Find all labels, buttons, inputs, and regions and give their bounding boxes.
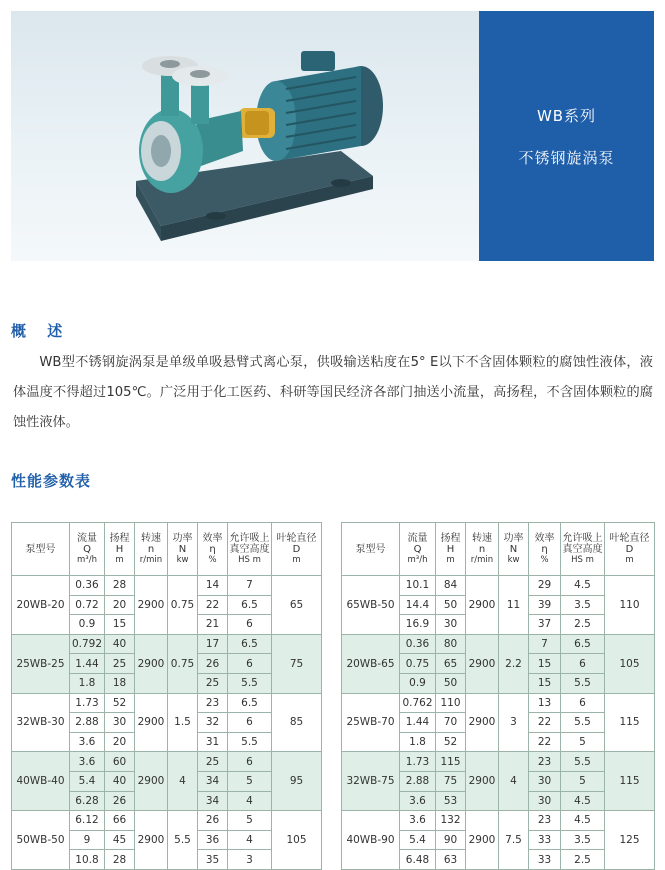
flow-cell: 0.36 — [400, 634, 436, 654]
head-cell: 75 — [436, 771, 466, 791]
suction-height-cell: 3.5 — [561, 595, 605, 615]
efficiency-cell: 14 — [198, 576, 228, 596]
head-cell: 53 — [436, 791, 466, 811]
speed-cell: 2900 — [466, 693, 499, 752]
suction-height-cell: 6 — [228, 654, 272, 674]
column-header-line: 转速 — [472, 532, 492, 544]
flow-cell: 0.72 — [70, 595, 105, 615]
column-header-line: 流量 — [407, 532, 428, 544]
column-header — [499, 523, 529, 576]
table-row — [342, 811, 655, 831]
efficiency-cell: 23 — [529, 811, 561, 831]
column-header — [105, 523, 135, 576]
column-header-line: η — [209, 543, 216, 555]
overview-paragraph: WB型不锈钢旋涡泵是单级单吸悬臂式离心泵，供吸输送粘度在5° E以下不含固体颗粒的腐蚀性液体，液体温度不得超过105℃。广泛用于化工医药、科研等国民经济各部门抽送小流量，高扬程，不含固体颗粒的腐蚀性液体。 — [13, 355, 653, 430]
flow-cell: 5.4 — [400, 830, 436, 850]
efficiency-cell: 25 — [198, 752, 228, 772]
flow-cell: 1.73 — [70, 693, 105, 713]
column-header-line: H — [115, 543, 124, 555]
pump-model-cell: 40WB-90 — [342, 811, 400, 870]
table-row — [342, 634, 655, 654]
suction-height-cell: 6 — [228, 615, 272, 635]
head-cell: 50 — [436, 595, 466, 615]
head-cell: 52 — [436, 732, 466, 752]
suction-height-cell: 5.5 — [228, 732, 272, 752]
head-cell: 45 — [105, 830, 135, 850]
column-header-line: 允许吸上 — [562, 532, 603, 544]
power-cell: 1.5 — [168, 693, 198, 752]
suction-height-cell: 6 — [228, 752, 272, 772]
flow-cell: 10.8 — [70, 850, 105, 870]
impeller-diameter-cell: 105 — [272, 811, 322, 870]
power-cell: 4 — [168, 752, 198, 811]
efficiency-cell: 21 — [198, 615, 228, 635]
pump-model-cell: 32WB-75 — [342, 752, 400, 811]
flow-cell: 1.73 — [400, 752, 436, 772]
flow-cell: 2.88 — [400, 771, 436, 791]
column-header-line: 泵型号 — [355, 543, 386, 555]
impeller-diameter-cell: 105 — [605, 634, 655, 693]
suction-height-cell: 5 — [228, 811, 272, 831]
suction-height-cell: 4 — [228, 830, 272, 850]
column-header — [272, 523, 322, 576]
column-header-line: m — [292, 554, 301, 565]
column-header — [12, 523, 70, 576]
pump-illustration — [11, 11, 479, 261]
column-header-line: 叶轮直径 — [609, 532, 650, 544]
suction-height-cell: 6.5 — [228, 595, 272, 615]
pump-photo — [11, 11, 479, 261]
pump-model-cell: 25WB-25 — [12, 634, 70, 693]
impeller-diameter-cell: 115 — [605, 693, 655, 752]
column-header-line: η — [541, 543, 548, 555]
pump-model-cell: 50WB-50 — [12, 811, 70, 870]
column-header-line: HS m — [238, 554, 261, 565]
head-cell: 115 — [436, 752, 466, 772]
efficiency-cell: 39 — [529, 595, 561, 615]
column-header-line: Q — [83, 543, 91, 555]
suction-height-cell: 5.5 — [228, 673, 272, 693]
column-header-line: m — [115, 554, 124, 565]
suction-height-cell: 4.5 — [561, 576, 605, 596]
head-cell: 80 — [436, 634, 466, 654]
column-header-line: 扬程 — [109, 532, 130, 544]
head-cell: 40 — [105, 634, 135, 654]
column-header-line: kw — [507, 554, 520, 565]
efficiency-cell: 15 — [529, 654, 561, 674]
column-header — [342, 523, 400, 576]
column-header — [135, 523, 168, 576]
efficiency-cell: 25 — [198, 673, 228, 693]
table-row — [342, 752, 655, 772]
efficiency-cell: 13 — [529, 693, 561, 713]
power-cell: 2.2 — [499, 634, 529, 693]
pump-model-cell: 65WB-50 — [342, 576, 400, 635]
column-header-line: N — [509, 543, 518, 555]
suction-height-cell: 6 — [228, 713, 272, 733]
efficiency-cell: 32 — [198, 713, 228, 733]
head-cell: 40 — [105, 771, 135, 791]
flow-cell: 6.48 — [400, 850, 436, 870]
table-row — [12, 752, 322, 772]
flow-cell: 1.8 — [70, 673, 105, 693]
table-row — [342, 693, 655, 713]
column-header-line: r/min — [470, 554, 494, 565]
column-header-line: D — [625, 543, 634, 555]
efficiency-cell: 34 — [198, 791, 228, 811]
suction-height-cell: 7 — [228, 576, 272, 596]
column-header-line: H — [446, 543, 455, 555]
efficiency-cell: 15 — [529, 673, 561, 693]
header-row — [12, 523, 322, 576]
head-cell: 30 — [436, 615, 466, 635]
pump-model-cell: 25WB-70 — [342, 693, 400, 752]
suction-height-cell: 5 — [561, 771, 605, 791]
head-cell: 15 — [105, 615, 135, 635]
head-cell: 20 — [105, 595, 135, 615]
pump-model-cell: 20WB-20 — [12, 576, 70, 635]
column-header-line: 泵型号 — [25, 543, 56, 555]
column-header — [529, 523, 561, 576]
column-header-line: n — [147, 543, 155, 555]
flow-cell: 0.9 — [400, 673, 436, 693]
head-cell: 52 — [105, 693, 135, 713]
suction-height-cell: 5 — [561, 732, 605, 752]
flow-cell: 2.88 — [70, 713, 105, 733]
column-header — [561, 523, 605, 576]
flow-cell: 0.36 — [70, 576, 105, 596]
power-cell: 11 — [499, 576, 529, 635]
head-cell: 84 — [436, 576, 466, 596]
header-row — [342, 523, 655, 576]
impeller-diameter-cell: 125 — [605, 811, 655, 870]
flow-cell: 0.75 — [400, 654, 436, 674]
column-header-line: 效率 — [534, 532, 555, 544]
suction-height-cell: 5.5 — [561, 752, 605, 772]
flow-cell: 6.28 — [70, 791, 105, 811]
efficiency-cell: 23 — [529, 752, 561, 772]
impeller-diameter-cell: 65 — [272, 576, 322, 635]
column-header-line: m — [625, 554, 634, 565]
flow-cell: 0.9 — [70, 615, 105, 635]
table-row — [12, 693, 322, 713]
column-header-line: 转速 — [141, 532, 161, 544]
column-header-line: 真空高度 — [562, 543, 603, 555]
suction-height-cell: 5.5 — [561, 673, 605, 693]
banner-title-panel — [479, 11, 654, 261]
head-cell: 90 — [436, 830, 466, 850]
pump-model-cell: 20WB-65 — [342, 634, 400, 693]
efficiency-cell: 35 — [198, 850, 228, 870]
efficiency-cell: 7 — [529, 634, 561, 654]
head-cell: 110 — [436, 693, 466, 713]
column-header-line: kw — [176, 554, 189, 565]
column-header — [198, 523, 228, 576]
head-cell: 20 — [105, 732, 135, 752]
suction-height-cell: 5.5 — [561, 713, 605, 733]
impeller-diameter-cell: 85 — [272, 693, 322, 752]
product-name: 不锈钢旋涡泵 — [518, 149, 615, 167]
efficiency-cell: 23 — [198, 693, 228, 713]
suction-height-cell: 4.5 — [561, 791, 605, 811]
suction-height-cell: 6 — [561, 693, 605, 713]
efficiency-cell: 26 — [198, 654, 228, 674]
speed-cell: 2900 — [466, 811, 499, 870]
head-cell: 26 — [105, 791, 135, 811]
spec-table-left — [11, 522, 322, 870]
head-cell: 30 — [105, 713, 135, 733]
head-cell: 66 — [105, 811, 135, 831]
impeller-diameter-cell: 115 — [605, 752, 655, 811]
flow-cell: 1.44 — [400, 713, 436, 733]
efficiency-cell: 22 — [198, 595, 228, 615]
column-header — [168, 523, 198, 576]
speed-cell: 2900 — [466, 752, 499, 811]
suction-height-cell: 4 — [228, 791, 272, 811]
head-cell: 28 — [105, 850, 135, 870]
head-cell: 70 — [436, 713, 466, 733]
pump-model-cell: 40WB-40 — [12, 752, 70, 811]
pump-model-cell: 32WB-30 — [12, 693, 70, 752]
efficiency-cell: 17 — [198, 634, 228, 654]
power-cell: 0.75 — [168, 576, 198, 635]
impeller-diameter-cell: 110 — [605, 576, 655, 635]
suction-height-cell: 4.5 — [561, 811, 605, 831]
column-header-line: % — [208, 554, 217, 565]
speed-cell: 2900 — [135, 693, 168, 752]
head-cell: 63 — [436, 850, 466, 870]
column-header-line: n — [478, 543, 486, 555]
column-header-line: D — [292, 543, 301, 555]
suction-height-cell: 3.5 — [561, 830, 605, 850]
efficiency-cell: 29 — [529, 576, 561, 596]
column-header — [436, 523, 466, 576]
speed-cell: 2900 — [135, 811, 168, 870]
table-row — [12, 811, 322, 831]
flow-cell: 6.12 — [70, 811, 105, 831]
speed-cell: 2900 — [135, 752, 168, 811]
suction-height-cell: 2.5 — [561, 615, 605, 635]
efficiency-cell: 30 — [529, 791, 561, 811]
flow-cell: 1.8 — [400, 732, 436, 752]
efficiency-cell: 26 — [198, 811, 228, 831]
power-cell: 0.75 — [168, 634, 198, 693]
table-row — [12, 634, 322, 654]
column-header-line: 效率 — [202, 532, 223, 544]
head-cell: 132 — [436, 811, 466, 831]
column-header — [400, 523, 436, 576]
efficiency-cell: 31 — [198, 732, 228, 752]
column-header — [228, 523, 272, 576]
flow-cell: 9 — [70, 830, 105, 850]
column-header-line: 流量 — [77, 532, 97, 544]
column-header — [466, 523, 499, 576]
column-header-line: m³/h — [77, 554, 97, 565]
flow-cell: 1.44 — [70, 654, 105, 674]
flow-cell: 3.6 — [400, 791, 436, 811]
suction-height-cell: 5 — [228, 771, 272, 791]
head-cell: 65 — [436, 654, 466, 674]
table-row — [12, 576, 322, 596]
column-header-line: 功率 — [172, 532, 193, 544]
impeller-diameter-cell: 95 — [272, 752, 322, 811]
speed-cell: 2900 — [466, 634, 499, 693]
column-header-line: HS m — [571, 554, 594, 565]
power-cell: 4 — [499, 752, 529, 811]
column-header-line: 真空高度 — [229, 543, 270, 555]
suction-height-cell: 6 — [561, 654, 605, 674]
speed-cell: 2900 — [135, 576, 168, 635]
column-header — [70, 523, 105, 576]
flow-cell: 0.792 — [70, 634, 105, 654]
suction-height-cell: 6.5 — [561, 634, 605, 654]
speed-cell: 2900 — [135, 634, 168, 693]
spec-table-right — [341, 522, 655, 870]
speed-cell: 2900 — [466, 576, 499, 635]
params-heading: 性能参数表 — [11, 472, 92, 490]
power-cell: 3 — [499, 693, 529, 752]
column-header-line: % — [540, 554, 549, 565]
column-header-line: Q — [413, 543, 422, 555]
flow-cell: 3.6 — [400, 811, 436, 831]
efficiency-cell: 34 — [198, 771, 228, 791]
column-header-line: m — [446, 554, 455, 565]
efficiency-cell: 33 — [529, 850, 561, 870]
flow-cell: 5.4 — [70, 771, 105, 791]
flow-cell: 14.4 — [400, 595, 436, 615]
head-cell: 28 — [105, 576, 135, 596]
column-header — [605, 523, 655, 576]
suction-height-cell: 6.5 — [228, 634, 272, 654]
efficiency-cell: 37 — [529, 615, 561, 635]
overview-heading: 概 述 — [11, 322, 71, 340]
head-cell: 50 — [436, 673, 466, 693]
column-header-line: m³/h — [407, 554, 428, 565]
efficiency-cell: 22 — [529, 732, 561, 752]
power-cell: 7.5 — [499, 811, 529, 870]
head-cell: 60 — [105, 752, 135, 772]
power-cell: 5.5 — [168, 811, 198, 870]
head-cell: 25 — [105, 654, 135, 674]
suction-height-cell: 6.5 — [228, 693, 272, 713]
column-header-line: 叶轮直径 — [276, 532, 317, 544]
efficiency-cell: 30 — [529, 771, 561, 791]
efficiency-cell: 22 — [529, 713, 561, 733]
column-header-line: N — [178, 543, 187, 555]
column-header-line: r/min — [139, 554, 163, 565]
flow-cell: 3.6 — [70, 732, 105, 752]
flow-cell: 3.6 — [70, 752, 105, 772]
column-header-line: 允许吸上 — [229, 532, 270, 544]
suction-height-cell: 2.5 — [561, 850, 605, 870]
flow-cell: 0.762 — [400, 693, 436, 713]
column-header-line: 功率 — [503, 532, 524, 544]
impeller-diameter-cell: 75 — [272, 634, 322, 693]
head-cell: 18 — [105, 673, 135, 693]
efficiency-cell: 36 — [198, 830, 228, 850]
column-header-line: 扬程 — [440, 532, 461, 544]
suction-height-cell: 3 — [228, 850, 272, 870]
flow-cell: 16.9 — [400, 615, 436, 635]
efficiency-cell: 33 — [529, 830, 561, 850]
flow-cell: 10.1 — [400, 576, 436, 596]
series-title: WB系列 — [536, 107, 597, 125]
product-banner — [11, 11, 654, 261]
table-row — [342, 576, 655, 596]
